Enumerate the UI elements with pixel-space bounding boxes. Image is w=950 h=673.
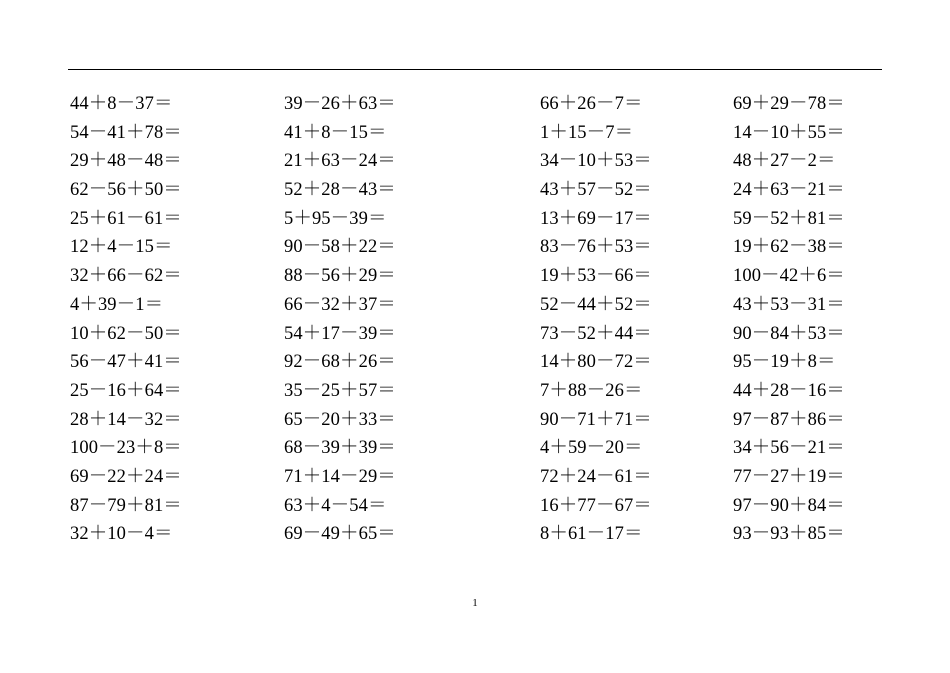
problem: 43＋53－31＝ [733,294,845,315]
problem: 77－27＋19＝ [733,466,845,487]
problem: 39－26＋63＝ [284,94,396,114]
problem: 69－22＋24＝ [70,466,182,487]
problem-column-4 [733,90,845,549]
problem: 93－93＋85＝ [733,524,845,545]
problem: 65－20＋33＝ [284,409,396,430]
problem: 97－90＋84＝ [733,495,845,516]
problem: 10＋62－50＝ [70,323,182,344]
problem: 35－25＋57＝ [284,380,396,401]
problem: 87－79＋81＝ [70,495,182,516]
problem: 8＋61－17＝ [540,524,643,545]
problem: 32＋10－4＝ [70,524,173,545]
problem: 1＋15－7＝ [540,122,634,143]
problem: 62－56＋50＝ [70,180,182,201]
problem: 4＋39－1＝ [70,294,164,315]
problem: 12＋4－15＝ [70,237,173,258]
problem: 66＋26－7＝ [540,94,643,114]
problem: 7＋88－26＝ [540,380,643,401]
problem: 63＋4－54＝ [284,495,387,516]
problem-column-3 [540,90,652,549]
problem: 43＋57－52＝ [540,180,652,201]
problem: 90－84＋53＝ [733,323,845,344]
problem: 34＋56－21＝ [733,438,845,459]
problem: 54－41＋78＝ [70,122,182,143]
problem: 95－19＋8＝ [733,352,836,373]
problem: 48＋27－2＝ [733,151,836,172]
problem: 14＋80－72＝ [540,352,652,373]
problem: 52＋28－43＝ [284,180,396,201]
problem: 19＋53－66＝ [540,266,652,287]
problem: 69－49＋65＝ [284,524,396,545]
problem: 25－16＋64＝ [70,380,182,401]
problem: 71＋14－29＝ [284,466,396,487]
problem: 56－47＋41＝ [70,352,182,373]
problem: 100－23＋8＝ [70,438,182,459]
problem-column-1 [70,90,182,549]
problem: 25＋61－61＝ [70,208,182,229]
problem-column-2 [284,90,396,549]
problem: 90－58＋22＝ [284,237,396,258]
problem: 92－68＋26＝ [284,352,396,373]
problem: 52－44＋52＝ [540,294,652,315]
problem: 44＋8－37＝ [70,94,173,114]
problem: 97－87＋86＝ [733,409,845,430]
problem: 69＋29－78＝ [733,94,845,114]
problem: 90－71＋71＝ [540,409,652,430]
problem: 100－42＋6＝ [733,266,845,287]
problem: 16＋77－67＝ [540,495,652,516]
problem: 73－52＋44＝ [540,323,652,344]
problem: 34－10＋53＝ [540,151,652,172]
problem: 72＋24－61＝ [540,466,652,487]
problem: 32＋66－62＝ [70,266,182,287]
problem: 29＋48－48＝ [70,151,182,172]
problem: 13＋69－17＝ [540,208,652,229]
problem: 14－10＋55＝ [733,122,845,143]
problem: 68－39＋39＝ [284,438,396,459]
header-rule [68,69,882,70]
problem: 41＋8－15＝ [284,122,387,143]
problem: 21＋63－24＝ [284,151,396,172]
problem: 5＋95－39＝ [284,208,387,229]
problem: 83－76＋53＝ [540,237,652,258]
problem: 19＋62－38＝ [733,237,845,258]
problem: 24＋63－21＝ [733,180,845,201]
problem: 44＋28－16＝ [733,380,845,401]
page-number: 1 [472,597,478,609]
problem: 28＋14－32＝ [70,409,182,430]
problem: 59－52＋81＝ [733,208,845,229]
problem: 54＋17－39＝ [284,323,396,344]
problem: 66－32＋37＝ [284,294,396,315]
problem: 88－56＋29＝ [284,266,396,287]
problem: 4＋59－20＝ [540,438,643,459]
